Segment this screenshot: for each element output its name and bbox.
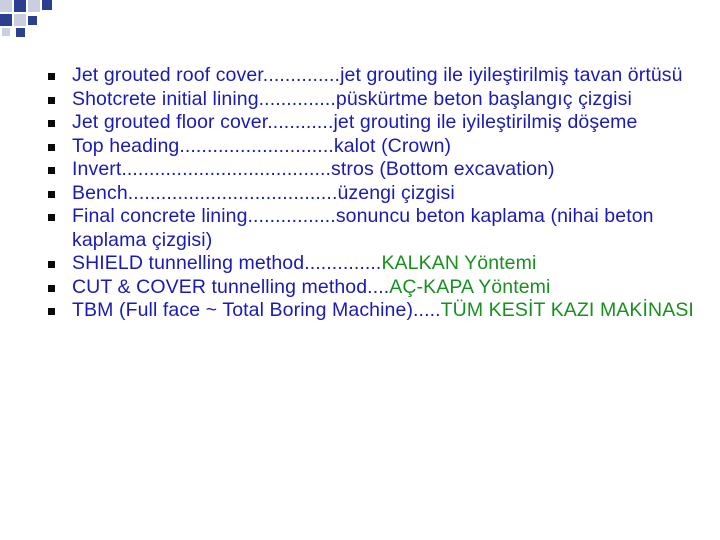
turkish-translation: sonuncu beton kaplama (nihai beton kaplama çizgisi) [72,205,654,251]
deco-square [0,14,12,26]
square-bullet-icon [48,167,55,174]
square-bullet-icon [48,285,55,292]
turkish-translation: kalot (Crown) [333,134,452,157]
square-bullet-icon [48,214,55,221]
term-list [46,64,706,323]
english-term: Invert...................................... [72,158,332,180]
square-bullet-icon [48,144,55,151]
term-list-item [46,158,706,182]
deco-square [14,14,26,26]
deco-square [0,0,12,12]
english-term: Jet grouted floor cover............ [72,111,334,133]
english-term: CUT & COVER tunnelling method.... [72,275,390,298]
deco-square [42,0,52,10]
deco-square [28,0,40,12]
term-list-item [46,111,706,135]
english-term: Jet grouted roof cover.............. [72,64,341,86]
term-list-item [46,276,706,300]
square-bullet-icon [48,97,55,104]
term-list-item [46,182,706,206]
deco-square [2,28,10,36]
square-bullet-icon [48,308,55,315]
deco-square [28,16,37,25]
english-term: Bench...................................... [72,181,338,204]
term-list-item [46,64,706,88]
english-term: TBM (Full face ~ Total Boring Machine)..... [72,299,441,321]
turkish-translation: stros (Bottom excavation) [331,158,555,180]
turkish-translation: KALKAN Yöntemi [381,252,537,274]
square-bullet-icon [48,261,55,268]
term-list-item [46,88,706,112]
square-bullet-icon [48,73,55,80]
english-term: SHIELD tunnelling method.............. [72,252,382,274]
turkish-translation: TÜM KESİT KAZI MAKİNASI [440,299,694,321]
turkish-translation: AÇ-KAPA Yöntemi [389,275,551,298]
square-bullet-icon [48,120,55,127]
deco-square [16,28,25,37]
term-list-item [46,205,706,252]
term-list-item [46,252,706,276]
deco-square [14,0,26,12]
term-list-item [46,299,706,323]
turkish-translation: jet grouting ile iyileştirilmiş tavan örtüsü [340,64,683,86]
english-term: Top heading............................ [72,134,334,157]
square-bullet-icon [48,191,55,198]
corner-decoration [0,0,60,40]
turkish-translation: jet grouting ile iyileştirilmiş döşeme [333,111,638,133]
turkish-translation: üzengi çizgisi [337,181,455,204]
term-list-item [46,135,706,159]
turkish-translation: püskürtme beton başlangıç çizgisi [335,87,632,110]
english-term: Shotcrete initial lining.............. [72,87,336,110]
english-term: Final concrete lining................ [72,205,336,227]
